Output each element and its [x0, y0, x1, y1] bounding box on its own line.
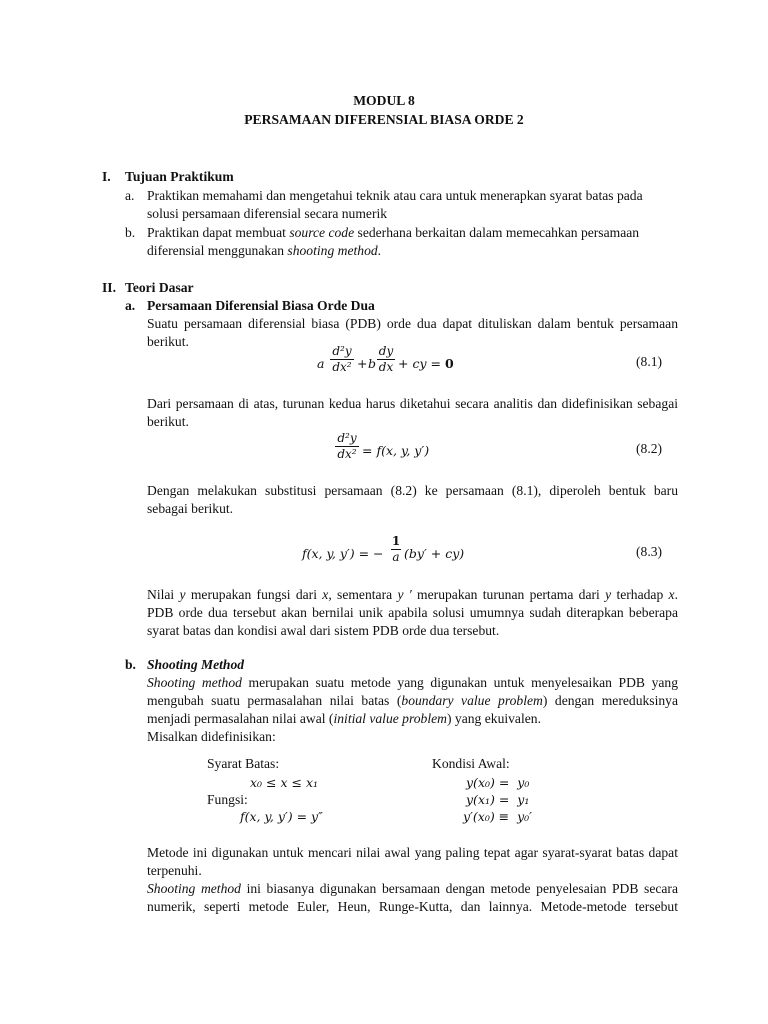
function-label: Fungsi: [207, 792, 248, 807]
paragraph-line: Suatu persamaan diferensial biasa (PDB) orde dua dapat dituliskan dalam bentuk persamaan [147, 316, 678, 331]
section-numeral: II. [102, 280, 116, 295]
paragraph-line: Nilai y merupakan fungsi dari x, sementara y ′ merupakan turunan pertama dari y terhadap x. [147, 587, 678, 602]
paragraph-line: sebagai berikut. [147, 501, 234, 516]
paragraph-line: Misalkan didefinisikan: [147, 729, 276, 744]
paragraph-line: Dengan melakukan substitusi persamaan (8.2) ke persamaan (8.1), diperoleh bentuk baru [147, 483, 678, 498]
initial-condition: y′(x₀) ≡ y₀′ [463, 809, 533, 824]
equation-number: (8.1) [636, 354, 663, 369]
list-item-text: Praktikan dapat membuat source code sederhana berkaitan dalam memecahkan persamaan [147, 225, 640, 240]
paragraph-line: PDB orde dua tersebut akan bernilai unik apabila solusi umumnya sudah diterapkan beberapa [147, 605, 678, 620]
paragraph-line: syarat batas dan kondisi awal dari sistem PDB orde dua tersebut. [147, 623, 500, 638]
paragraph-line: Shooting method merupakan suatu metode yang digunakan untuk menyelesaikan PDB yang [147, 675, 678, 690]
paragraph-line: berikut. [147, 414, 189, 429]
list-letter: b. [125, 225, 136, 240]
paragraph-line: numerik, seperti metode Euler, Heun, Runge-Kutta, dan lainnya. Metode-metode tersebut [147, 899, 678, 914]
subsection-heading: Shooting Method [147, 657, 245, 672]
function-expression: f(x, y, y′) = y″ [240, 809, 323, 824]
paragraph-line: berikut. [147, 334, 189, 349]
section-numeral: I. [102, 169, 111, 184]
list-item-text: Praktikan memahami dan mengetahui teknik atau cara untuk menerapkan syarat batas pada [147, 188, 643, 203]
paragraph-line: Dari persamaan di atas, turunan kedua harus diketahui secara analitis dan didefinisikan sebagai [147, 396, 678, 411]
initial-condition: y(x₁) = y₁ [466, 792, 530, 807]
list-letter: a. [125, 188, 135, 203]
paragraph-line: Metode ini digunakan untuk mencari nilai awal yang paling tepat agar syarat-syarat batas dapat [147, 845, 678, 860]
paragraph-line: terpenuhi. [147, 863, 202, 878]
boundary-expression: x₀ ≤ x ≤ x₁ [250, 775, 319, 790]
page-subtitle: PERSAMAAN DIFERENSIAL BIASA ORDE 2 [244, 112, 524, 127]
subsection-heading: Persamaan Diferensial Biasa Orde Dua [147, 298, 375, 313]
page-title: MODUL 8 [353, 93, 415, 108]
equation-number: (8.2) [636, 441, 663, 456]
list-item-text: diferensial menggunakan shooting method. [147, 243, 382, 258]
subsection-letter: b. [125, 657, 136, 672]
paragraph-line: menjadi permasalahan nilai awal (initial value problem) yang ekuivalen. [147, 711, 541, 726]
initial-label: Kondisi Awal: [432, 756, 510, 771]
equation-number: (8.3) [636, 544, 663, 559]
paragraph-line: Shooting method ini biasanya digunakan bersamaan dengan metode penyelesaian PDB secara [147, 881, 678, 896]
section-heading: Tujuan Praktikum [125, 169, 234, 184]
list-item-text: solusi persamaan diferensial secara numerik [147, 206, 388, 221]
initial-condition: y(x₀) = y₀ [466, 775, 530, 790]
subsection-letter: a. [125, 298, 136, 313]
boundary-label: Syarat Batas: [207, 756, 280, 771]
paragraph-line: mengubah suatu permasalahan nilai batas (boundary value problem) dengan mereduksinya [147, 693, 678, 708]
section-heading: Teori Dasar [125, 280, 194, 295]
